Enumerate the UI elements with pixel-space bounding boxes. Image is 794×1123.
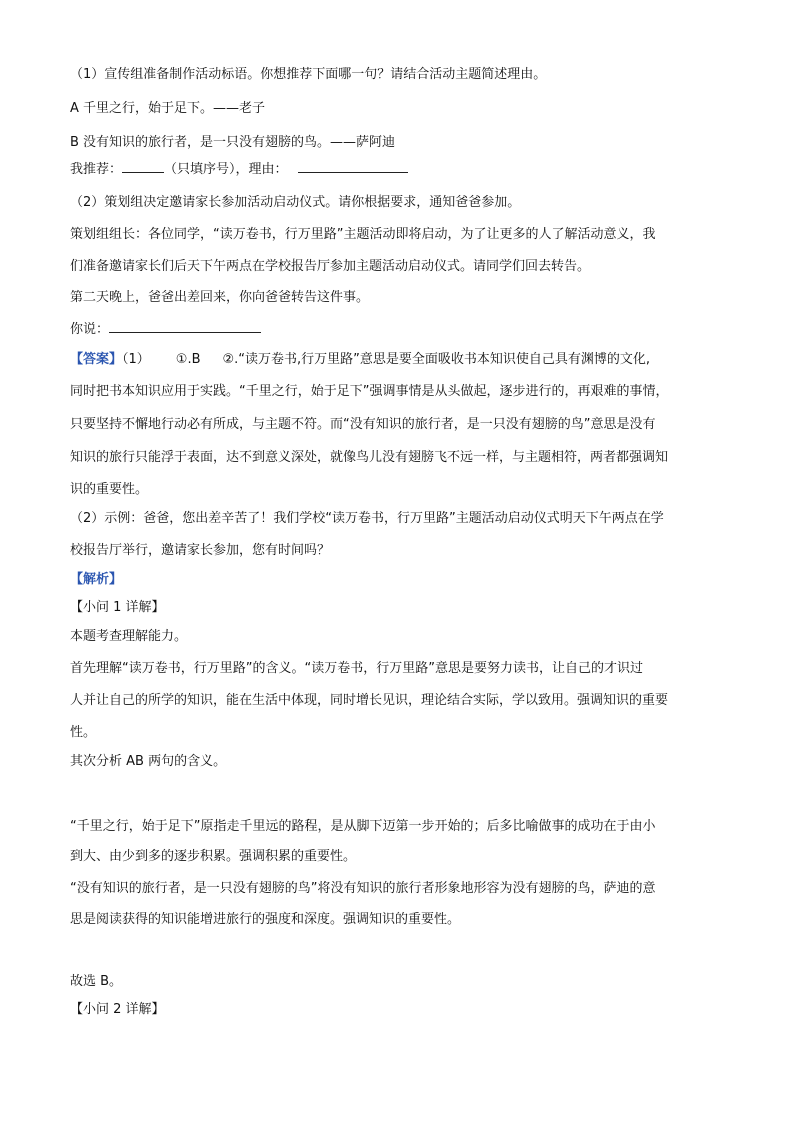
- ability-line: 本题考查理解能力。: [70, 629, 188, 644]
- q1-prompt: （1）宣传组准备制作活动标语。你想推荐下面哪一句？请结合活动主题简述理由。: [70, 67, 547, 82]
- analysis-p2: 其次分析 AB 两句的含义。: [70, 754, 227, 769]
- answer-line-4: 知识的旅行只能浮于表面，达不到意义深处，就像鸟儿没有翅膀飞不远一样，与主题相符，两者都强调知: [70, 450, 669, 465]
- answer-tag: 【答案】: [70, 352, 123, 367]
- circle-number-2: ②: [222, 352, 235, 367]
- recommend-line: [70, 160, 408, 179]
- recommend-hint: （只填序号），理由：: [164, 162, 288, 177]
- analysis-p1-line-2: 人并让自己的所学的知识，能在生活中体现，同时增长见识，理论结合实际，学以致用。强调知识的重要: [70, 693, 669, 708]
- analysis-p3-line-1: “千里之行，始于足下”原指走千里远的路程，是从脚下迈第一步开始的；后多比喻做事的成功在于由小: [70, 819, 656, 834]
- analysis-p1-line-1: 首先理解“读万卷书，行万里路”的含义。“读万卷书，行万里路”意思是要努力读书，让自己的才识过: [70, 661, 643, 676]
- answer-line-1: [70, 351, 650, 369]
- q2-prompt: （2）策划组决定邀请家长参加活动启动仪式。请你根据要求，通知爸爸参加。: [70, 195, 521, 210]
- answer-part2-line-2: 校报告厅举行，邀请家长参加，您有时间吗？: [70, 543, 331, 558]
- circle-number-1: ①: [175, 352, 188, 367]
- recommend-label: 我推荐：: [70, 162, 123, 177]
- leader-line-1: 策划组组长：各位同学，“读万卷书，行万里路”主题活动即将启动，为了让更多的人了解活动意义，我: [70, 227, 656, 242]
- next-day-line: 第二天晚上，爸爸出差回来，你向爸爸转告这件事。: [70, 290, 370, 305]
- you-say-label: 你说：: [70, 322, 110, 337]
- conclusion-line: 故选 B。: [70, 974, 123, 989]
- option-a: A 千里之行，始于足下。——老子: [70, 101, 266, 116]
- reason-blank[interactable]: [298, 160, 408, 173]
- sub-question-2-title: 【小问 2 详解】: [70, 1002, 165, 1017]
- sub-question-1-title: 【小问 1 详解】: [70, 600, 165, 615]
- option-b: B 没有知识的旅行者，是一只没有翅膀的鸟。——萨阿迪: [70, 135, 396, 150]
- answer-part1-prefix: （1）: [122, 352, 150, 367]
- analysis-tag: 【解析】: [70, 572, 123, 587]
- answer-line-3: 只要坚持不懈地行动必有所成，与主题不符。而“没有知识的旅行者，是一只没有翅膀的鸟”意思是没有: [70, 417, 656, 432]
- analysis-p4-line-1: “没有知识的旅行者，是一只没有翅膀的鸟”将没有知识的旅行者形象地形容为没有翅膀的鸟，萨迪的意: [70, 881, 656, 896]
- analysis-p4-line-2: 思是阅读获得的知识能增进旅行的强度和深度。强调知识的重要性。: [70, 912, 461, 927]
- answer-line-1-rest: .“读万卷书,行万里路”意思是要全面吸收书本知识使自己具有渊博的文化,: [234, 352, 651, 367]
- answer-choice: .B: [187, 352, 201, 367]
- analysis-p3-line-2: 到大、由少到多的逐步积累。强调积累的重要性。: [70, 849, 357, 864]
- leader-line-2: 们准备邀请家长们后天下午两点在学校报告厅参加主题活动启动仪式。请同学们回去转告。: [70, 259, 591, 274]
- answer-part2-line-1: （2）示例：爸爸，您出差辛苦了！我们学校“读万卷书，行万里路”主题活动启动仪式明天下午两点在学: [70, 511, 664, 526]
- answer-line-5: 识的重要性。: [70, 482, 149, 497]
- answer-blank[interactable]: [122, 160, 164, 173]
- you-say-line: [70, 320, 261, 339]
- answer-line-2: 同时把书本知识应用于实践。“千里之行，始于足下”强调事情是从头做起，逐步进行的，再艰难的事情，: [70, 384, 669, 399]
- you-say-blank[interactable]: [109, 320, 261, 333]
- analysis-p1-line-3: 性。: [70, 725, 97, 740]
